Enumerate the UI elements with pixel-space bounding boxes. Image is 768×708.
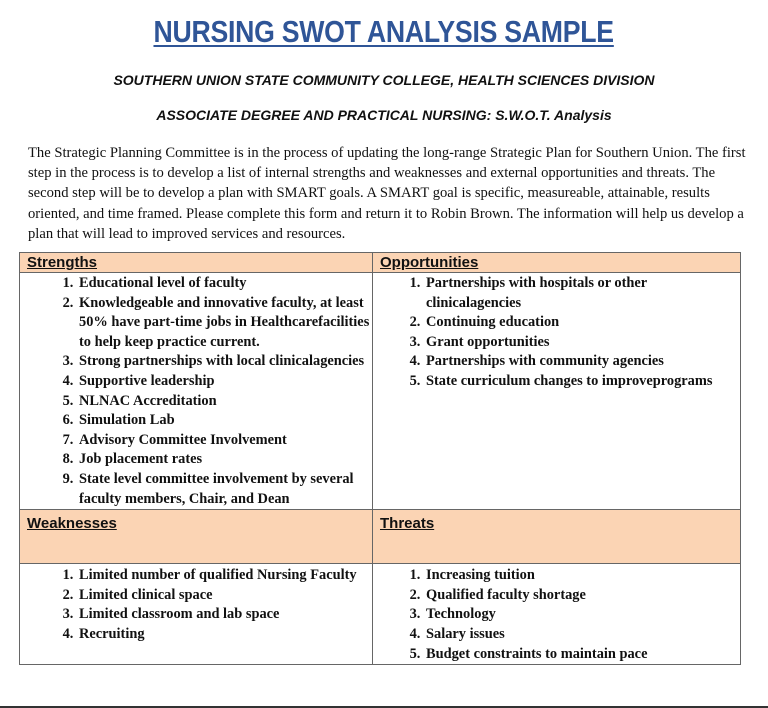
list-item: 3. Limited classroom and lab space [77, 605, 372, 625]
list-item: 3. Technology [424, 605, 740, 625]
list-item: 4. Salary issues [424, 625, 740, 645]
list-item: 5. Budget constraints to maintain pace [424, 645, 740, 665]
threats-list [373, 566, 740, 664]
list-item: 4. Recruiting [77, 625, 372, 645]
swot-table [19, 252, 741, 665]
document-title: NURSING SWOT ANALYSIS SAMPLE [153, 14, 615, 49]
program-subtitle: ASSOCIATE DEGREE AND PRACTICAL NURSING: S.W.O.T. Analysis [156, 107, 612, 123]
list-item: 2. Qualified faculty shortage [424, 586, 740, 606]
document-title-wrap [0, 14, 768, 50]
list-item: 4. Supportive leadership [77, 372, 372, 392]
strengths-header [20, 253, 373, 273]
strengths-list [20, 274, 372, 509]
list-item: 2. Knowledgeable and innovative faculty, at least 50% have part-time jobs in Healthcarefacilities to help keep practice current. [77, 294, 372, 353]
opportunities-list [373, 274, 740, 392]
list-item: 3. Strong partnerships with local clinicalagencies [77, 352, 372, 372]
list-item: 3. Grant opportunities [424, 333, 740, 353]
college-subtitle: SOUTHERN UNION STATE COMMUNITY COLLEGE, HEALTH SCIENCES DIVISION [113, 72, 655, 88]
threats-heading: Threats [380, 515, 435, 533]
list-item: 6. Simulation Lab [77, 411, 372, 431]
list-item: 1. Partnerships with hospitals or other clinicalagencies [424, 274, 740, 313]
list-item: 4. Partnerships with community agencies [424, 352, 740, 372]
list-item: 2. Limited clinical space [77, 586, 372, 606]
list-item: 1. Increasing tuition [424, 566, 740, 586]
list-item: 1. Limited number of qualified Nursing Faculty [77, 566, 372, 586]
opportunities-header [373, 253, 741, 273]
swot-header-row-top [20, 253, 741, 273]
weaknesses-list [20, 566, 372, 644]
list-item: 5. State curriculum changes to improveprograms [424, 372, 740, 392]
list-item: 5. NLNAC Accreditation [77, 392, 372, 412]
weaknesses-heading: Weaknesses [27, 515, 117, 533]
strengths-heading: Strengths [27, 254, 98, 271]
list-item: 7. Advisory Committee Involvement [77, 431, 372, 451]
strengths-cell [20, 273, 373, 510]
swot-content-row-bottom [20, 564, 741, 665]
swot-content-row-top [20, 273, 741, 510]
list-item: 2. Continuing education [424, 313, 740, 333]
threats-cell [373, 564, 741, 665]
threats-header [373, 510, 741, 564]
intro-paragraph: The Strategic Planning Committee is in the process of updating the long-range Strategic Plan for Southern Union. The first step in the process is to develop a list of internal strengths and weaknesses and external opportunities and threats. The second step will be to develop a plan with SMART goals. A SMART goal is specific, measureable, attainable, results oriented, and time framed. Please complete this form and return it to Robin Brown. The information will help us develop a plan that will lead to improved services and resources. [28, 145, 746, 242]
opportunities-cell [373, 273, 741, 510]
weaknesses-header [20, 510, 373, 564]
list-item: 9. State level committee involvement by several faculty members, Chair, and Dean [77, 470, 372, 509]
opportunities-heading: Opportunities [380, 254, 479, 271]
list-item: 1. Educational level of faculty [77, 274, 372, 294]
weaknesses-cell [20, 564, 373, 665]
swot-header-row-bottom [20, 510, 741, 564]
list-item: 8. Job placement rates [77, 450, 372, 470]
